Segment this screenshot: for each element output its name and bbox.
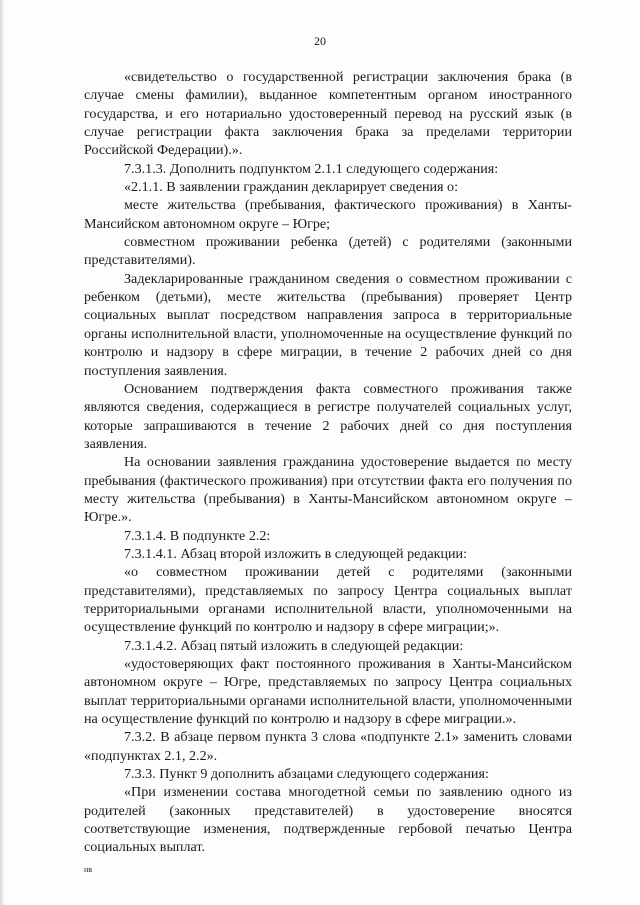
paragraph: «При изменении состава многодетной семьи по заявлению одного из родителей (законных представителей) в удостоверение вносятся соответствующие изменения, подтвержденные гербовой печатью Центра социальных выплат. bbox=[84, 784, 572, 856]
paragraph: 7.3.1.3. Дополнить подпунктом 2.1.1 следующего содержания: bbox=[124, 160, 499, 177]
paragraph: «свидетельство о государственной регистрации заключения брака (в случае смены фамилии), выданное компетентным органом иностранного государства, и его нотариально удостоверенный перевод на русский язык (в случае регистрации факта заключения брака за пределами территории Российской Федерации).». bbox=[84, 69, 572, 159]
paragraph: 7.3.1.4.2. Абзац пятый изложить в следующей редакции: bbox=[124, 637, 464, 654]
paragraph: 7.3.3. Пункт 9 дополнить абзацами следующего содержания: bbox=[124, 766, 489, 783]
paragraph: совместном проживании ребенка (детей) с родителями (законными представителями). bbox=[84, 234, 572, 269]
page-number: 20 bbox=[314, 34, 326, 48]
paragraph: 7.3.2. В абзаце первом пункта 3 слова «подпункте 2.1» заменить словами «подпунктах 2.1, 2.2». bbox=[84, 729, 572, 764]
paragraph: Основанием подтверждения факта совместного проживания также являются сведения, содержащиеся в регистре получателей социальных услуг, которые запрашиваются в течение 2 рабочих дней со дня поступления заявления. bbox=[84, 380, 572, 452]
paragraph: «удостоверяющих факт постоянного проживания в Ханты-Мансийском автономном округе – Югре, представляемых по запросу Центра социальных выплат территориальными органами исполнительной власти, уполномоченными на осуществление функций по контролю и надзору в сфере миграции.». bbox=[84, 656, 572, 728]
paragraph: «2.1.1. В заявлении гражданин декларирует сведения о: bbox=[124, 179, 459, 196]
paragraph: месте жительства (пребывания, фактического проживания) в Ханты-Мансийском автономном округе – Югре; bbox=[84, 197, 572, 232]
paragraph: Задекларированные гражданином сведения о совместном проживании с ребенком (детьми), месте жительства (пребывания) проверяет Центр социальных выплат посредством направления запроса в территориальные органы исполнительной власти, уполномоченные на осуществление функций по контролю и надзору в сфере миграции, в течение 2 рабочих дней со дня поступления заявления. bbox=[84, 270, 572, 379]
scan-edge bbox=[0, 0, 4, 905]
paragraph: 7.3.1.4. В подпункте 2.2: bbox=[124, 527, 271, 544]
paragraph: На основании заявления гражданина удостоверение выдается по месту пребывания (фактического проживания) при отсутствии факта его получения по месту жительства (пребывания) в Ханты-Мансийском автономном округе – Югре.». bbox=[84, 454, 572, 526]
paragraph: «о совместном проживании детей с родителями (законными представителями), представляемых по запросу Центра социальных выплат территориальными органами исполнительной власти, уполномоченными на осуществление функций по контролю и надзору в сфере миграции;». bbox=[84, 564, 572, 636]
document-body bbox=[84, 68, 572, 857]
paragraph: 7.3.1.4.1. Абзац второй изложить в следующей редакции: bbox=[124, 545, 467, 562]
footer-mark: нв bbox=[84, 865, 93, 874]
